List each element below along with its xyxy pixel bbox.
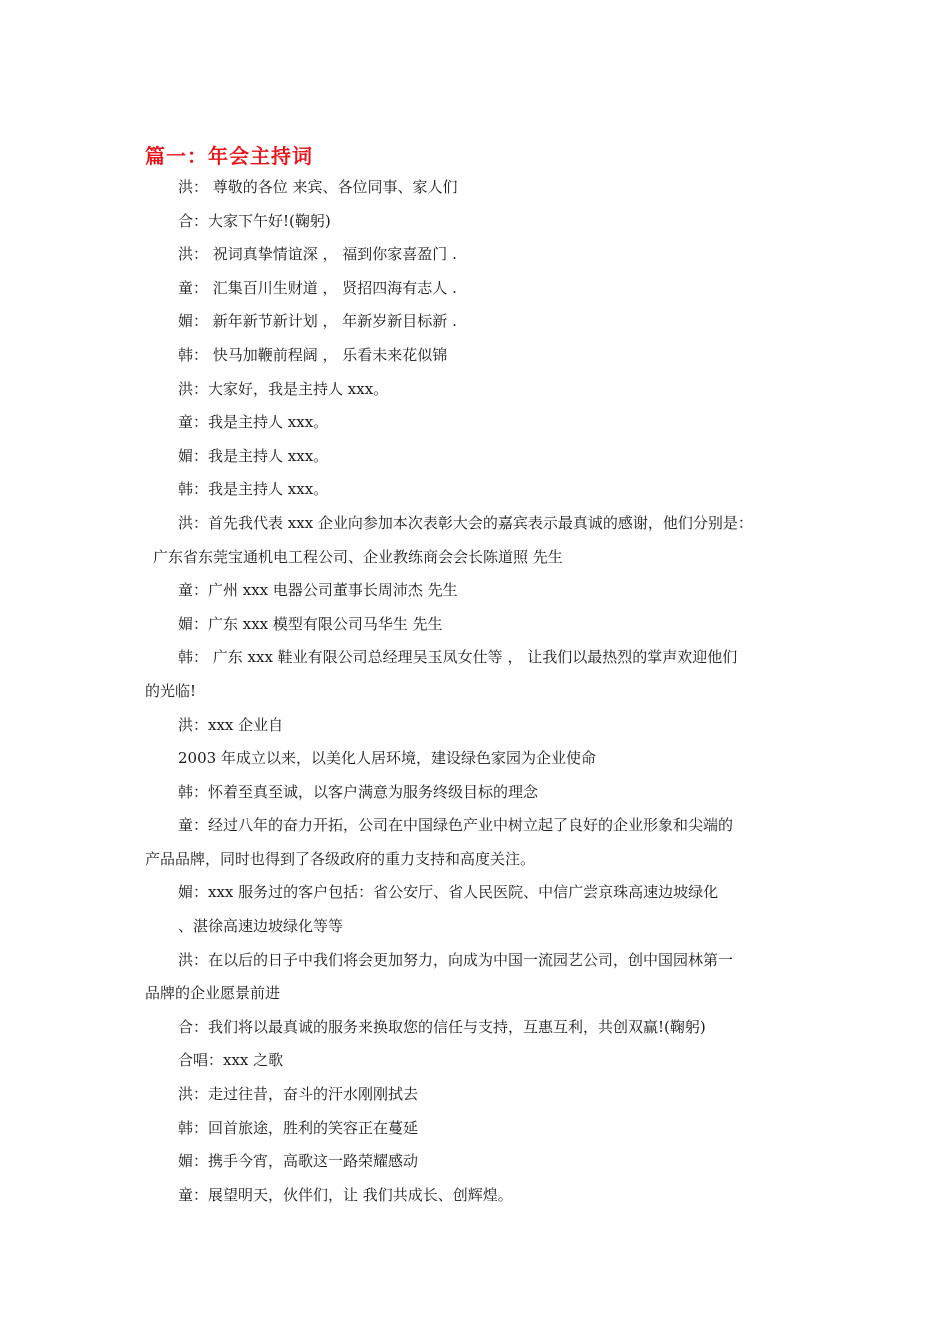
paragraph-line: 韩： 广东 xxx 鞋业有限公司总经理吴玉凤女仕等 ， 让我们以最热烈的掌声欢迎他们 [178, 648, 738, 667]
paragraph-line: 产品品牌，同时也得到了各级政府的重力支持和高度关注。 [145, 849, 536, 868]
paragraph-line: 洪：在以后的日子中我们将会更加努力，向成为中国一流园艺公司，创中国园林第一 [178, 950, 734, 969]
document-body [145, 171, 805, 1212]
paragraph-line: 媚：携手今宵，高歌这一路荣耀感动 [178, 1152, 419, 1171]
paragraph-line: 媚： 新年新节新计划 ， 年新岁新目标新 . [178, 312, 457, 331]
paragraph-line: 洪：大家好，我是主持人 xxx。 [178, 379, 389, 398]
paragraph-line: 韩：我是主持人 xxx。 [178, 480, 329, 499]
paragraph-line: 韩：怀着至真至诚，以客户满意为服务终级目标的理念 [178, 782, 539, 801]
paragraph-line: 合唱：xxx 之歌 [178, 1051, 284, 1070]
paragraph-line: 2003 年成立以来，以美化人居环境，建设绿色家园为企业使命 [178, 749, 596, 768]
paragraph-line: 媚：广东 xxx 模型有限公司马华生 先生 [178, 614, 443, 633]
paragraph-line: 广东省东莞宝通机电工程公司、企业教练商会会长陈道照 先生 [153, 547, 563, 566]
paragraph-line: 童：经过八年的奋力开拓，公司在中国绿色产业中树立起了良好的企业形象和尖端的 [178, 816, 734, 835]
document-title: 篇一：年会主持词 [145, 144, 313, 168]
paragraph-line: 媚：我是主持人 xxx。 [178, 446, 329, 465]
paragraph-line: 洪：首先我代表 xxx 企业向参加本次表彰大会的嘉宾表示最真诚的感谢，他们分别是： [178, 513, 753, 532]
paragraph-line: 洪：走过往昔，奋斗的汗水刚刚拭去 [178, 1085, 419, 1104]
paragraph-line: 的光临! [145, 681, 197, 700]
paragraph-line: 童：广州 xxx 电器公司董事长周沛杰 先生 [178, 581, 458, 600]
paragraph-line: 、湛徐高速边坡绿化等等 [178, 917, 344, 936]
paragraph-line: 洪：xxx 企业自 [178, 715, 284, 734]
paragraph-line: 童： 汇集百川生财道 ， 贤招四海有志人 . [178, 278, 457, 297]
paragraph-line: 童：我是主持人 xxx。 [178, 413, 329, 432]
paragraph-line: 合：大家下午好!(鞠躬) [178, 211, 331, 230]
paragraph-line: 媚：xxx 服务过的客户包括：省公安厅、省人民医院、中信广尝京珠高速边坡绿化 [178, 883, 719, 902]
paragraph-line: 品牌的企业愿景前进 [145, 984, 281, 1003]
paragraph-line: 童：展望明天，伙伴们，让 我们共成长、创辉煌。 [178, 1185, 513, 1204]
paragraph-line: 洪： 祝词真挚情谊深 ， 福到你家喜盈门 . [178, 245, 457, 264]
paragraph-line: 洪： 尊敬的各位 来宾、各位同事、家人们 [178, 178, 458, 196]
paragraph-line: 韩：回首旅途，胜利的笑容正在蔓延 [178, 1118, 419, 1137]
paragraph-line: 韩： 快马加鞭前程阔 ， 乐看未来花似锦 [178, 345, 448, 364]
paragraph-line: 合：我们将以最真诚的服务来换取您的信任与支持，互惠互利，共创双赢!(鞠躬) [178, 1017, 706, 1036]
